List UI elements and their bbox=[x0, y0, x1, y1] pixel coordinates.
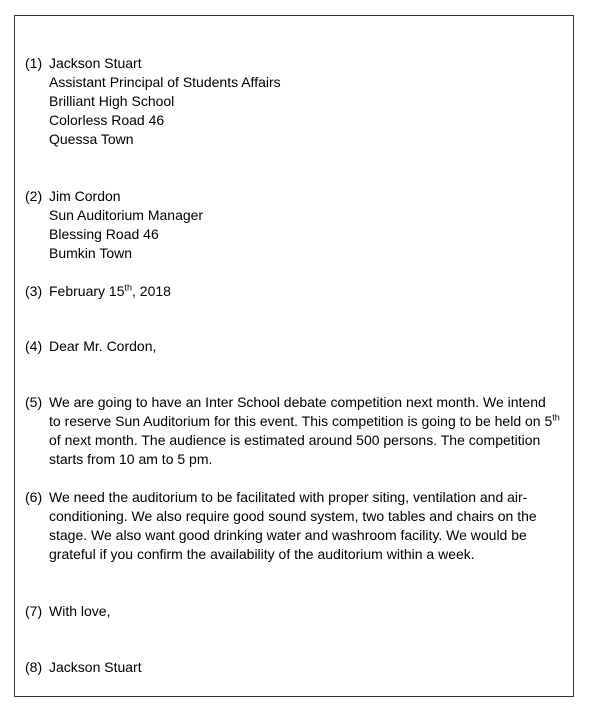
recipient-number: (2) bbox=[25, 188, 43, 204]
closing-block bbox=[25, 602, 561, 621]
body-paragraph-1-ordinal: th bbox=[552, 412, 560, 423]
date-number: (3) bbox=[25, 283, 43, 299]
signature-block bbox=[25, 658, 561, 677]
body-paragraph-1-number: (5) bbox=[25, 394, 43, 410]
sender-number: (1) bbox=[25, 55, 43, 71]
recipient-name: Jim Cordon bbox=[49, 188, 121, 204]
body-paragraph-1 bbox=[49, 393, 561, 469]
salutation-number: (4) bbox=[25, 338, 43, 354]
sender-address-block bbox=[25, 54, 561, 149]
sender-school: Brilliant High School bbox=[49, 93, 175, 109]
salutation: Dear Mr. Cordon, bbox=[49, 338, 157, 354]
sender-title: Assistant Principal of Students Affairs bbox=[49, 74, 281, 90]
date-block bbox=[25, 282, 561, 301]
body-paragraph-1-part-a: We are going to have an Inter School debate competition next month. We intend to reserve Sun Auditorium for this event. This competition is going to be held on 5 bbox=[49, 394, 553, 429]
sender-town: Quessa Town bbox=[49, 131, 134, 147]
recipient-title: Sun Auditorium Manager bbox=[49, 207, 204, 223]
body-paragraph-2: We need the auditorium to be facilitated with proper siting, ventilation and air-conditioning. We also require good sound system, two tables and chairs on the stage. We also want good drinking water and washroom facility. We would be grateful if you confirm the availability of the auditorium within a week. bbox=[49, 489, 537, 562]
date-ordinal: th bbox=[124, 282, 132, 293]
letter-date bbox=[49, 282, 561, 301]
letter-page bbox=[14, 15, 574, 697]
date-suffix: , 2018 bbox=[132, 283, 171, 299]
date-prefix: February 15 bbox=[49, 283, 125, 299]
sender-name: Jackson Stuart bbox=[49, 55, 142, 71]
body-paragraph-2-number: (6) bbox=[25, 489, 43, 505]
signature-number: (8) bbox=[25, 659, 43, 675]
salutation-block bbox=[25, 337, 561, 356]
body-paragraph-2-block bbox=[25, 488, 561, 564]
recipient-street: Blessing Road 46 bbox=[49, 226, 159, 242]
closing: With love, bbox=[49, 603, 111, 619]
signature-name: Jackson Stuart bbox=[49, 659, 142, 675]
recipient-address-block bbox=[25, 187, 561, 263]
recipient-town: Bumkin Town bbox=[49, 245, 133, 261]
body-paragraph-1-block bbox=[25, 393, 561, 469]
body-paragraph-1-part-b: of next month. The audience is estimated around 500 persons. The competition starts from 10 am to 5 pm. bbox=[49, 432, 541, 467]
closing-number: (7) bbox=[25, 603, 43, 619]
sender-street: Colorless Road 46 bbox=[49, 112, 165, 128]
